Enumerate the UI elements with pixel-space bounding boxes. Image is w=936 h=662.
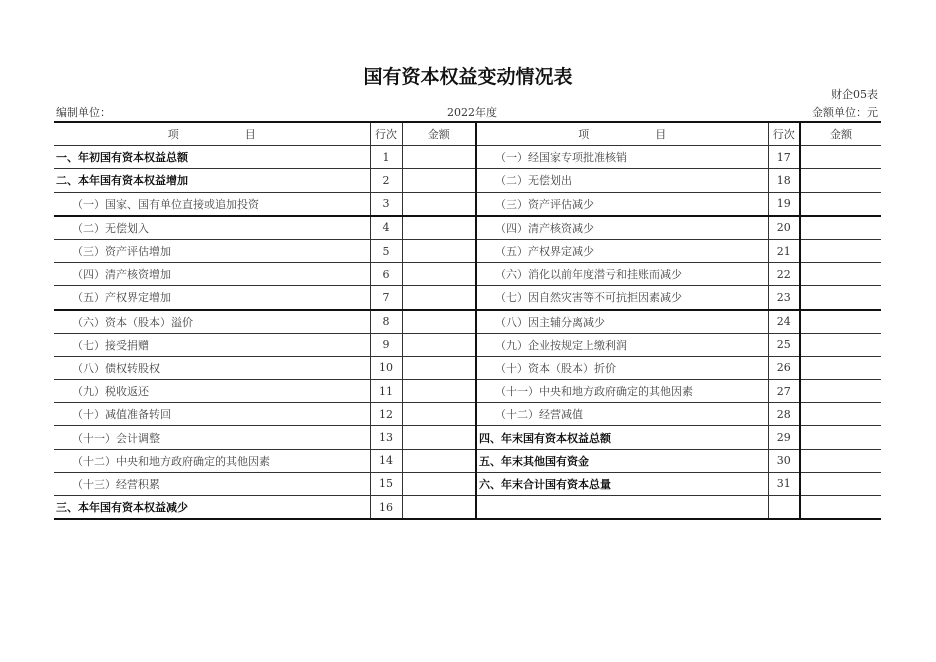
amount-cell[interactable] (402, 333, 476, 356)
table-row (54, 403, 881, 426)
header-row-no-right: 行次 (768, 122, 800, 146)
item-label: （六）资本（股本）溢价 (54, 310, 370, 334)
amount-cell[interactable] (800, 380, 881, 403)
item-label: （五）产权界定减少 (476, 239, 768, 262)
amount-cell[interactable] (402, 426, 476, 449)
amount-cell[interactable] (402, 146, 476, 169)
item-label: （十二）经营减值 (476, 403, 768, 426)
period: 2022年度 (447, 106, 497, 119)
item-label: （三）资产评估减少 (476, 192, 768, 216)
row-number: 3 (370, 192, 402, 216)
table-row (54, 472, 881, 495)
item-label: （四）清产核资增加 (54, 263, 370, 286)
amount-cell[interactable] (800, 310, 881, 334)
amount-cell[interactable] (402, 239, 476, 262)
table-row (54, 496, 881, 520)
table-row (54, 192, 881, 216)
amount-cell[interactable] (800, 426, 881, 449)
row-number: 14 (370, 449, 402, 472)
table-row (54, 263, 881, 286)
amount-cell[interactable] (402, 263, 476, 286)
table-row (54, 426, 881, 449)
item-label: （八）因主辅分离减少 (476, 310, 768, 334)
row-number: 25 (768, 333, 800, 356)
table-header-row (54, 122, 881, 146)
row-number: 10 (370, 356, 402, 379)
table-row (54, 146, 881, 169)
row-number: 2 (370, 169, 402, 192)
row-number: 16 (370, 496, 402, 520)
item-label: （九）税收返还 (54, 380, 370, 403)
item-label: 六、年末合计国有资本总量 (476, 472, 768, 495)
item-label: （二）无偿划出 (476, 169, 768, 192)
item-label: （十）资本（股本）折价 (476, 356, 768, 379)
row-number: 17 (768, 146, 800, 169)
item-label: （一）经国家专项批准核销 (476, 146, 768, 169)
amount-cell[interactable] (402, 216, 476, 240)
header-item: 项 目 (54, 122, 370, 146)
row-number: 15 (370, 472, 402, 495)
amount-cell[interactable] (402, 356, 476, 379)
amount-cell[interactable] (402, 310, 476, 334)
amount-cell[interactable] (800, 449, 881, 472)
row-number: 19 (768, 192, 800, 216)
currency-unit: 金额单位：元 (812, 106, 878, 119)
amount-cell[interactable] (800, 403, 881, 426)
equity-change-table (54, 121, 881, 520)
row-number: 6 (370, 263, 402, 286)
row-number (768, 496, 800, 520)
page-title: 国有资本权益变动情况表 (363, 66, 573, 88)
amount-cell[interactable] (800, 356, 881, 379)
row-number: 13 (370, 426, 402, 449)
amount-cell[interactable] (800, 333, 881, 356)
header-item-right: 项 目 (476, 122, 768, 146)
row-number: 29 (768, 426, 800, 449)
item-label: （七）因自然灾害等不可抗拒因素减少 (476, 286, 768, 310)
table-row (54, 239, 881, 262)
row-number: 27 (768, 380, 800, 403)
form-code: 财企05表 (831, 88, 878, 101)
amount-cell[interactable] (800, 169, 881, 192)
item-label: （八）债权转股权 (54, 356, 370, 379)
item-label: （五）产权界定增加 (54, 286, 370, 310)
amount-cell[interactable] (800, 263, 881, 286)
amount-cell[interactable] (402, 449, 476, 472)
amount-cell[interactable] (800, 146, 881, 169)
amount-cell[interactable] (402, 169, 476, 192)
amount-cell[interactable] (800, 496, 881, 520)
table-row (54, 333, 881, 356)
item-label (476, 496, 768, 520)
item-label: （十）减值准备转回 (54, 403, 370, 426)
item-label: （六）消化以前年度潜亏和挂账而减少 (476, 263, 768, 286)
row-number: 30 (768, 449, 800, 472)
item-label: 二、本年国有资本权益增加 (54, 169, 370, 192)
unit-label: 编制单位： (56, 106, 111, 119)
row-number: 5 (370, 239, 402, 262)
amount-cell[interactable] (402, 496, 476, 520)
row-number: 22 (768, 263, 800, 286)
row-number: 26 (768, 356, 800, 379)
row-number: 31 (768, 472, 800, 495)
row-number: 18 (768, 169, 800, 192)
item-label: （十一）会计调整 (54, 426, 370, 449)
header-amount-right: 金额 (800, 122, 881, 146)
row-number: 9 (370, 333, 402, 356)
row-number: 1 (370, 146, 402, 169)
amount-cell[interactable] (402, 403, 476, 426)
amount-cell[interactable] (402, 286, 476, 310)
amount-cell[interactable] (800, 472, 881, 495)
row-number: 24 (768, 310, 800, 334)
item-label: （三）资产评估增加 (54, 239, 370, 262)
table-row (54, 380, 881, 403)
row-number: 11 (370, 380, 402, 403)
item-label: （四）清产核资减少 (476, 216, 768, 240)
amount-cell[interactable] (402, 192, 476, 216)
item-label: （七）接受捐赠 (54, 333, 370, 356)
item-label: 五、年末其他国有资金 (476, 449, 768, 472)
item-label: 一、年初国有资本权益总额 (54, 146, 370, 169)
row-number: 4 (370, 216, 402, 240)
row-number: 7 (370, 286, 402, 310)
item-label: 四、年末国有资本权益总额 (476, 426, 768, 449)
header-amount: 金额 (402, 122, 476, 146)
table-row (54, 216, 881, 240)
item-label: （一）国家、国有单位直接或追加投资 (54, 192, 370, 216)
amount-cell[interactable] (800, 239, 881, 262)
item-label: （十二）中央和地方政府确定的其他因素 (54, 449, 370, 472)
item-label: （二）无偿划入 (54, 216, 370, 240)
row-number: 21 (768, 239, 800, 262)
table-row (54, 356, 881, 379)
row-number: 20 (768, 216, 800, 240)
table-row (54, 310, 881, 334)
row-number: 28 (768, 403, 800, 426)
row-number: 8 (370, 310, 402, 334)
amount-cell[interactable] (800, 216, 881, 240)
table-row (54, 169, 881, 192)
amount-cell[interactable] (800, 192, 881, 216)
row-number: 12 (370, 403, 402, 426)
item-label: （九）企业按规定上缴利润 (476, 333, 768, 356)
amount-cell[interactable] (402, 380, 476, 403)
amount-cell[interactable] (800, 286, 881, 310)
table-row (54, 286, 881, 310)
row-number: 23 (768, 286, 800, 310)
amount-cell[interactable] (402, 472, 476, 495)
item-label: （十一）中央和地方政府确定的其他因素 (476, 380, 768, 403)
table-row (54, 449, 881, 472)
header-row-no: 行次 (370, 122, 402, 146)
item-label: 三、本年国有资本权益减少 (54, 496, 370, 520)
item-label: （十三）经营积累 (54, 472, 370, 495)
